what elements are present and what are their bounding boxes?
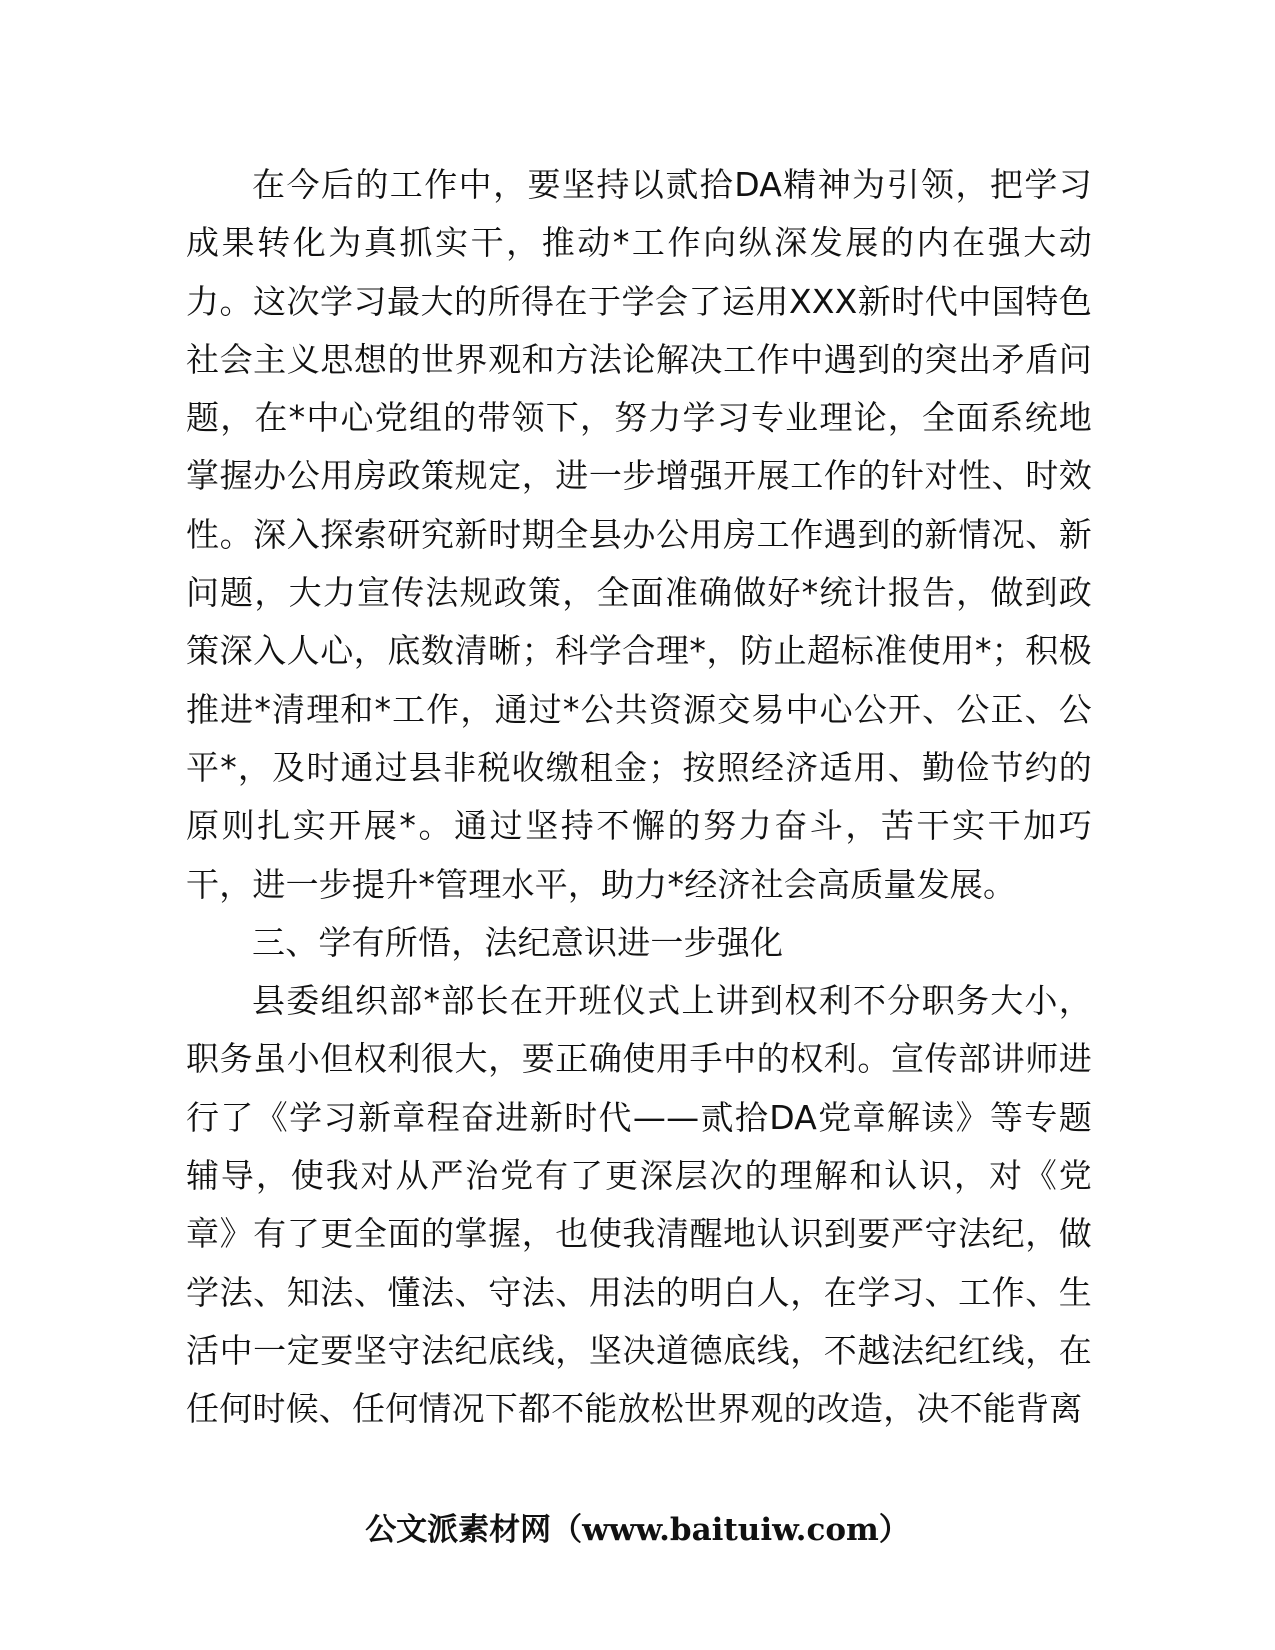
document-body [186,156,1092,1439]
paragraph-work-plan: 在今后的工作中，要坚持以贰拾DA精神为引领，把学习成果转化为真抓实干，推动*工作向纵深发展的内在强大动力。这次学习最大的所得在于学会了运用XXX新时代中国特色社会主义思想的世界观和方法论解决工作中遇到的突出矛盾问题，在*中心党组的带领下，努力学习专业理论，全面系统地掌握办公用房政策规定，进一步增强开展工作的针对性、时效性。深入探索研究新时期全县办公用房工作遇到的新情况、新问题，大力宣传法规政策，全面准确做好*统计报告，做到政策深入人心，底数清晰；科学合理*，防止超标准使用*；积极推进*清理和*工作，通过*公共资源交易中心公开、公正、公平*，及时通过县非税收缴租金；按照经济适用、勤俭节约的原则扎实开展*。通过坚持不懈的努力奋斗，苦干实干加巧干，进一步提升*管理水平，助力*经济社会高质量发展。 [186,165,1092,904]
footer-watermark: 公文派素材网（www.baituiw.com） [365,1512,910,1548]
paragraph-discipline: 县委组织部*部长在开班仪式上讲到权利不分职务大小，职务虽小但权利很大，要正确使用手中的权利。宣传部讲师进行了《学习新章程奋进新时代——贰拾DA党章解读》等专题辅导，使我对从严治党有了更深层次的理解和认识，对《党章》有了更全面的掌握，也使我清醒地认识到要严守法纪，做学法、知法、懂法、守法、用法的明白人，在学习、工作、生活中一定要坚守法纪底线，坚决道德底线，不越法纪红线，在任何时候、任何情况下都不能放松世界观的改造，决不能背离 [186,981,1092,1429]
section-heading-three: 三、学有所悟，法纪意识进一步强化 [252,922,784,962]
